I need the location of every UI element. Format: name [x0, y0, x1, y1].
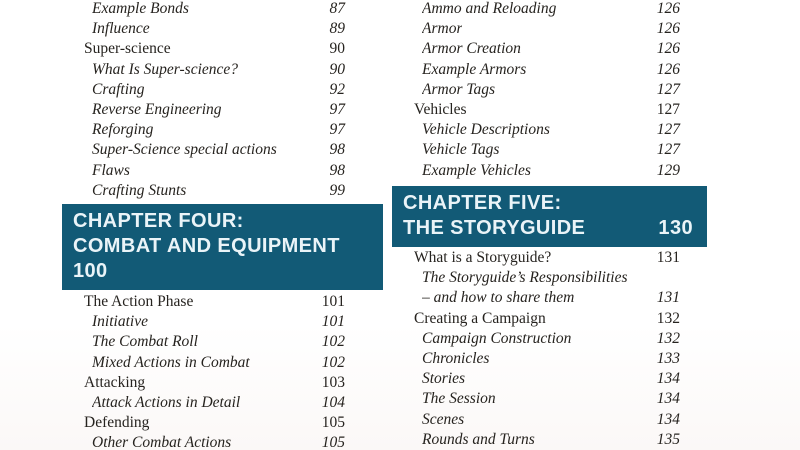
- toc-entry-label: Vehicle Tags: [422, 141, 500, 159]
- toc-section: [62, 292, 383, 450]
- toc-entry-label: Armor Creation: [422, 40, 521, 58]
- chapter-heading-banner[interactable]: [392, 186, 707, 247]
- toc-entry[interactable]: [62, 140, 383, 160]
- toc-entry[interactable]: [392, 248, 707, 268]
- toc-entry[interactable]: [392, 19, 707, 39]
- toc-column-left: [62, 0, 383, 450]
- chapter-heading-line: COMBAT AND EQUIPMENT: [73, 235, 340, 257]
- toc-entry-label: Creating a Campaign: [414, 309, 546, 327]
- toc-column-right: [392, 0, 707, 450]
- toc-entry-label: Armor: [422, 20, 463, 38]
- chapter-heading-page: 100: [73, 260, 108, 282]
- toc-entry[interactable]: [392, 100, 707, 120]
- toc-entry-page: 132: [656, 309, 680, 327]
- toc-section: [392, 0, 707, 181]
- toc-entry-label: What is a Storyguide?: [414, 249, 552, 266]
- toc-entry-page: 101: [321, 313, 345, 331]
- toc-entry[interactable]: [62, 393, 383, 413]
- toc-entry-page: 127: [656, 121, 680, 139]
- toc-entry-page: 127: [656, 141, 680, 159]
- toc-entry[interactable]: [392, 349, 707, 369]
- toc-entry[interactable]: [62, 181, 383, 201]
- toc-entry-page: 98: [329, 161, 345, 179]
- toc-entry-label: Crafting Stunts: [92, 181, 187, 199]
- toc-entry-label: Stories: [422, 370, 466, 388]
- chapter-heading-line: CHAPTER FOUR:: [73, 210, 244, 232]
- toc-entry-label: Crafting: [92, 80, 145, 98]
- toc-entry-page: 102: [321, 333, 345, 351]
- toc-entry[interactable]: [62, 292, 383, 312]
- toc-entry-label: Initiative: [92, 313, 148, 331]
- toc-entry-page: 105: [321, 414, 345, 432]
- toc-entry[interactable]: [62, 80, 383, 100]
- toc-entry-label: Mixed Actions in Combat: [92, 353, 250, 371]
- toc-section: [62, 0, 383, 201]
- toc-entry-page: 131: [656, 289, 680, 307]
- toc-entry[interactable]: [62, 60, 383, 80]
- toc-entry-page: 132: [656, 329, 680, 347]
- toc-entry-page: 99: [329, 181, 345, 199]
- chapter-heading-banner[interactable]: [62, 204, 383, 290]
- toc-entry-label: The Session: [422, 390, 496, 408]
- toc-entry-label: Reverse Engineering: [92, 100, 222, 118]
- toc-entry-page: 89: [329, 20, 345, 38]
- toc-entry-page: 126: [656, 60, 680, 78]
- toc-entry-label: What Is Super-science?: [92, 60, 239, 78]
- toc-entry[interactable]: [62, 161, 383, 181]
- toc-section: [392, 186, 707, 247]
- toc-entry[interactable]: [392, 60, 707, 80]
- toc-entry[interactable]: [62, 332, 383, 352]
- toc-entry[interactable]: [62, 120, 383, 140]
- toc-entry[interactable]: [392, 430, 707, 450]
- toc-section: [392, 248, 707, 450]
- toc-entry[interactable]: [392, 140, 707, 160]
- toc-entry-label: Defending: [84, 414, 150, 432]
- toc-entry-label: Armor Tags: [422, 80, 496, 98]
- toc-entry[interactable]: [62, 312, 383, 332]
- toc-entry-label: Vehicles: [414, 100, 467, 118]
- toc-entry-page: 90: [329, 60, 345, 78]
- toc-entry[interactable]: [62, 39, 383, 59]
- toc-entry-page: 87: [329, 0, 345, 17]
- toc-entry-label: Other Combat Actions: [92, 434, 232, 450]
- toc-section: [62, 204, 383, 290]
- toc-entry-page: 92: [329, 80, 345, 98]
- toc-entry-label: The Storyguide’s Responsibilities: [422, 269, 628, 287]
- toc-entry-page: 129: [656, 161, 680, 179]
- chapter-heading-page: 130: [658, 217, 693, 239]
- toc-entry[interactable]: [392, 268, 707, 288]
- toc-entry-label: The Combat Roll: [92, 333, 198, 351]
- toc-entry-label: Flaws: [92, 161, 130, 179]
- toc-entry-page: 131: [656, 249, 680, 266]
- toc-entry[interactable]: [392, 389, 707, 409]
- toc-entry-label: – and how to share them: [422, 289, 575, 307]
- toc-entry[interactable]: [392, 39, 707, 59]
- toc-entry-page: 97: [329, 100, 345, 118]
- toc-entry-label: Attacking: [84, 373, 146, 391]
- toc-entry-page: 97: [329, 121, 345, 139]
- toc-entry-page: 104: [321, 393, 345, 411]
- toc-entry[interactable]: [392, 410, 707, 430]
- toc-entry[interactable]: [392, 80, 707, 100]
- toc-entry-label: Example Vehicles: [422, 161, 531, 179]
- toc-entry-page: 134: [656, 410, 680, 428]
- toc-entry-page: 102: [321, 353, 345, 371]
- toc-entry[interactable]: [392, 120, 707, 140]
- toc-entry-page: 126: [656, 40, 680, 58]
- toc-entry[interactable]: [392, 369, 707, 389]
- toc-entry-label: Rounds and Turns: [422, 430, 535, 448]
- toc-entry-page: 134: [656, 370, 680, 388]
- toc-entry-label: Influence: [92, 20, 150, 38]
- toc-entry-label: Campaign Construction: [422, 329, 572, 347]
- toc-entry-page: 126: [656, 20, 680, 38]
- chapter-heading-line: CHAPTER FIVE:: [403, 192, 562, 214]
- toc-entry-label: Scenes: [422, 410, 465, 428]
- toc-entry[interactable]: [62, 0, 383, 19]
- toc-entry-label: Ammo and Reloading: [422, 0, 557, 17]
- toc-entry[interactable]: [62, 373, 383, 393]
- toc-entry-page: 134: [656, 390, 680, 408]
- toc-entry-label: Chronicles: [422, 349, 490, 367]
- toc-entry-label: Super-science: [84, 40, 171, 58]
- toc-entry-page: 101: [321, 293, 345, 310]
- toc-entry[interactable]: [62, 100, 383, 120]
- toc-entry-label: Example Bonds: [92, 0, 189, 17]
- toc-entry-label: The Action Phase: [84, 293, 194, 310]
- toc-entry[interactable]: [392, 288, 707, 308]
- toc-entry-label: Vehicle Descriptions: [422, 121, 550, 139]
- toc-entry-page: 127: [656, 100, 680, 118]
- toc-entry-page: 133: [656, 349, 680, 367]
- toc-entry[interactable]: [62, 353, 383, 373]
- toc-entry-page: 126: [656, 0, 680, 17]
- toc-entry-page: 127: [656, 80, 680, 98]
- toc-entry-page: 105: [321, 434, 345, 450]
- toc-entry[interactable]: [62, 433, 383, 450]
- toc-entry[interactable]: [62, 19, 383, 39]
- toc-entry-label: Super-Science special actions: [92, 141, 277, 159]
- toc-entry[interactable]: [62, 413, 383, 433]
- toc-entry-page: 135: [656, 430, 680, 448]
- toc-entry-page: 90: [329, 40, 345, 58]
- toc-entry-label: Attack Actions in Detail: [92, 393, 241, 411]
- toc-entry[interactable]: [392, 329, 707, 349]
- toc-entry-label: Reforging: [92, 121, 154, 139]
- toc-entry[interactable]: [392, 0, 707, 19]
- toc-entry-page: 98: [329, 141, 345, 159]
- toc-entry[interactable]: [392, 161, 707, 181]
- toc-entry[interactable]: [392, 309, 707, 329]
- toc-entry-page: 103: [321, 373, 345, 391]
- toc-entry-label: Example Armors: [422, 60, 527, 78]
- chapter-heading-line: THE STORYGUIDE: [403, 217, 586, 239]
